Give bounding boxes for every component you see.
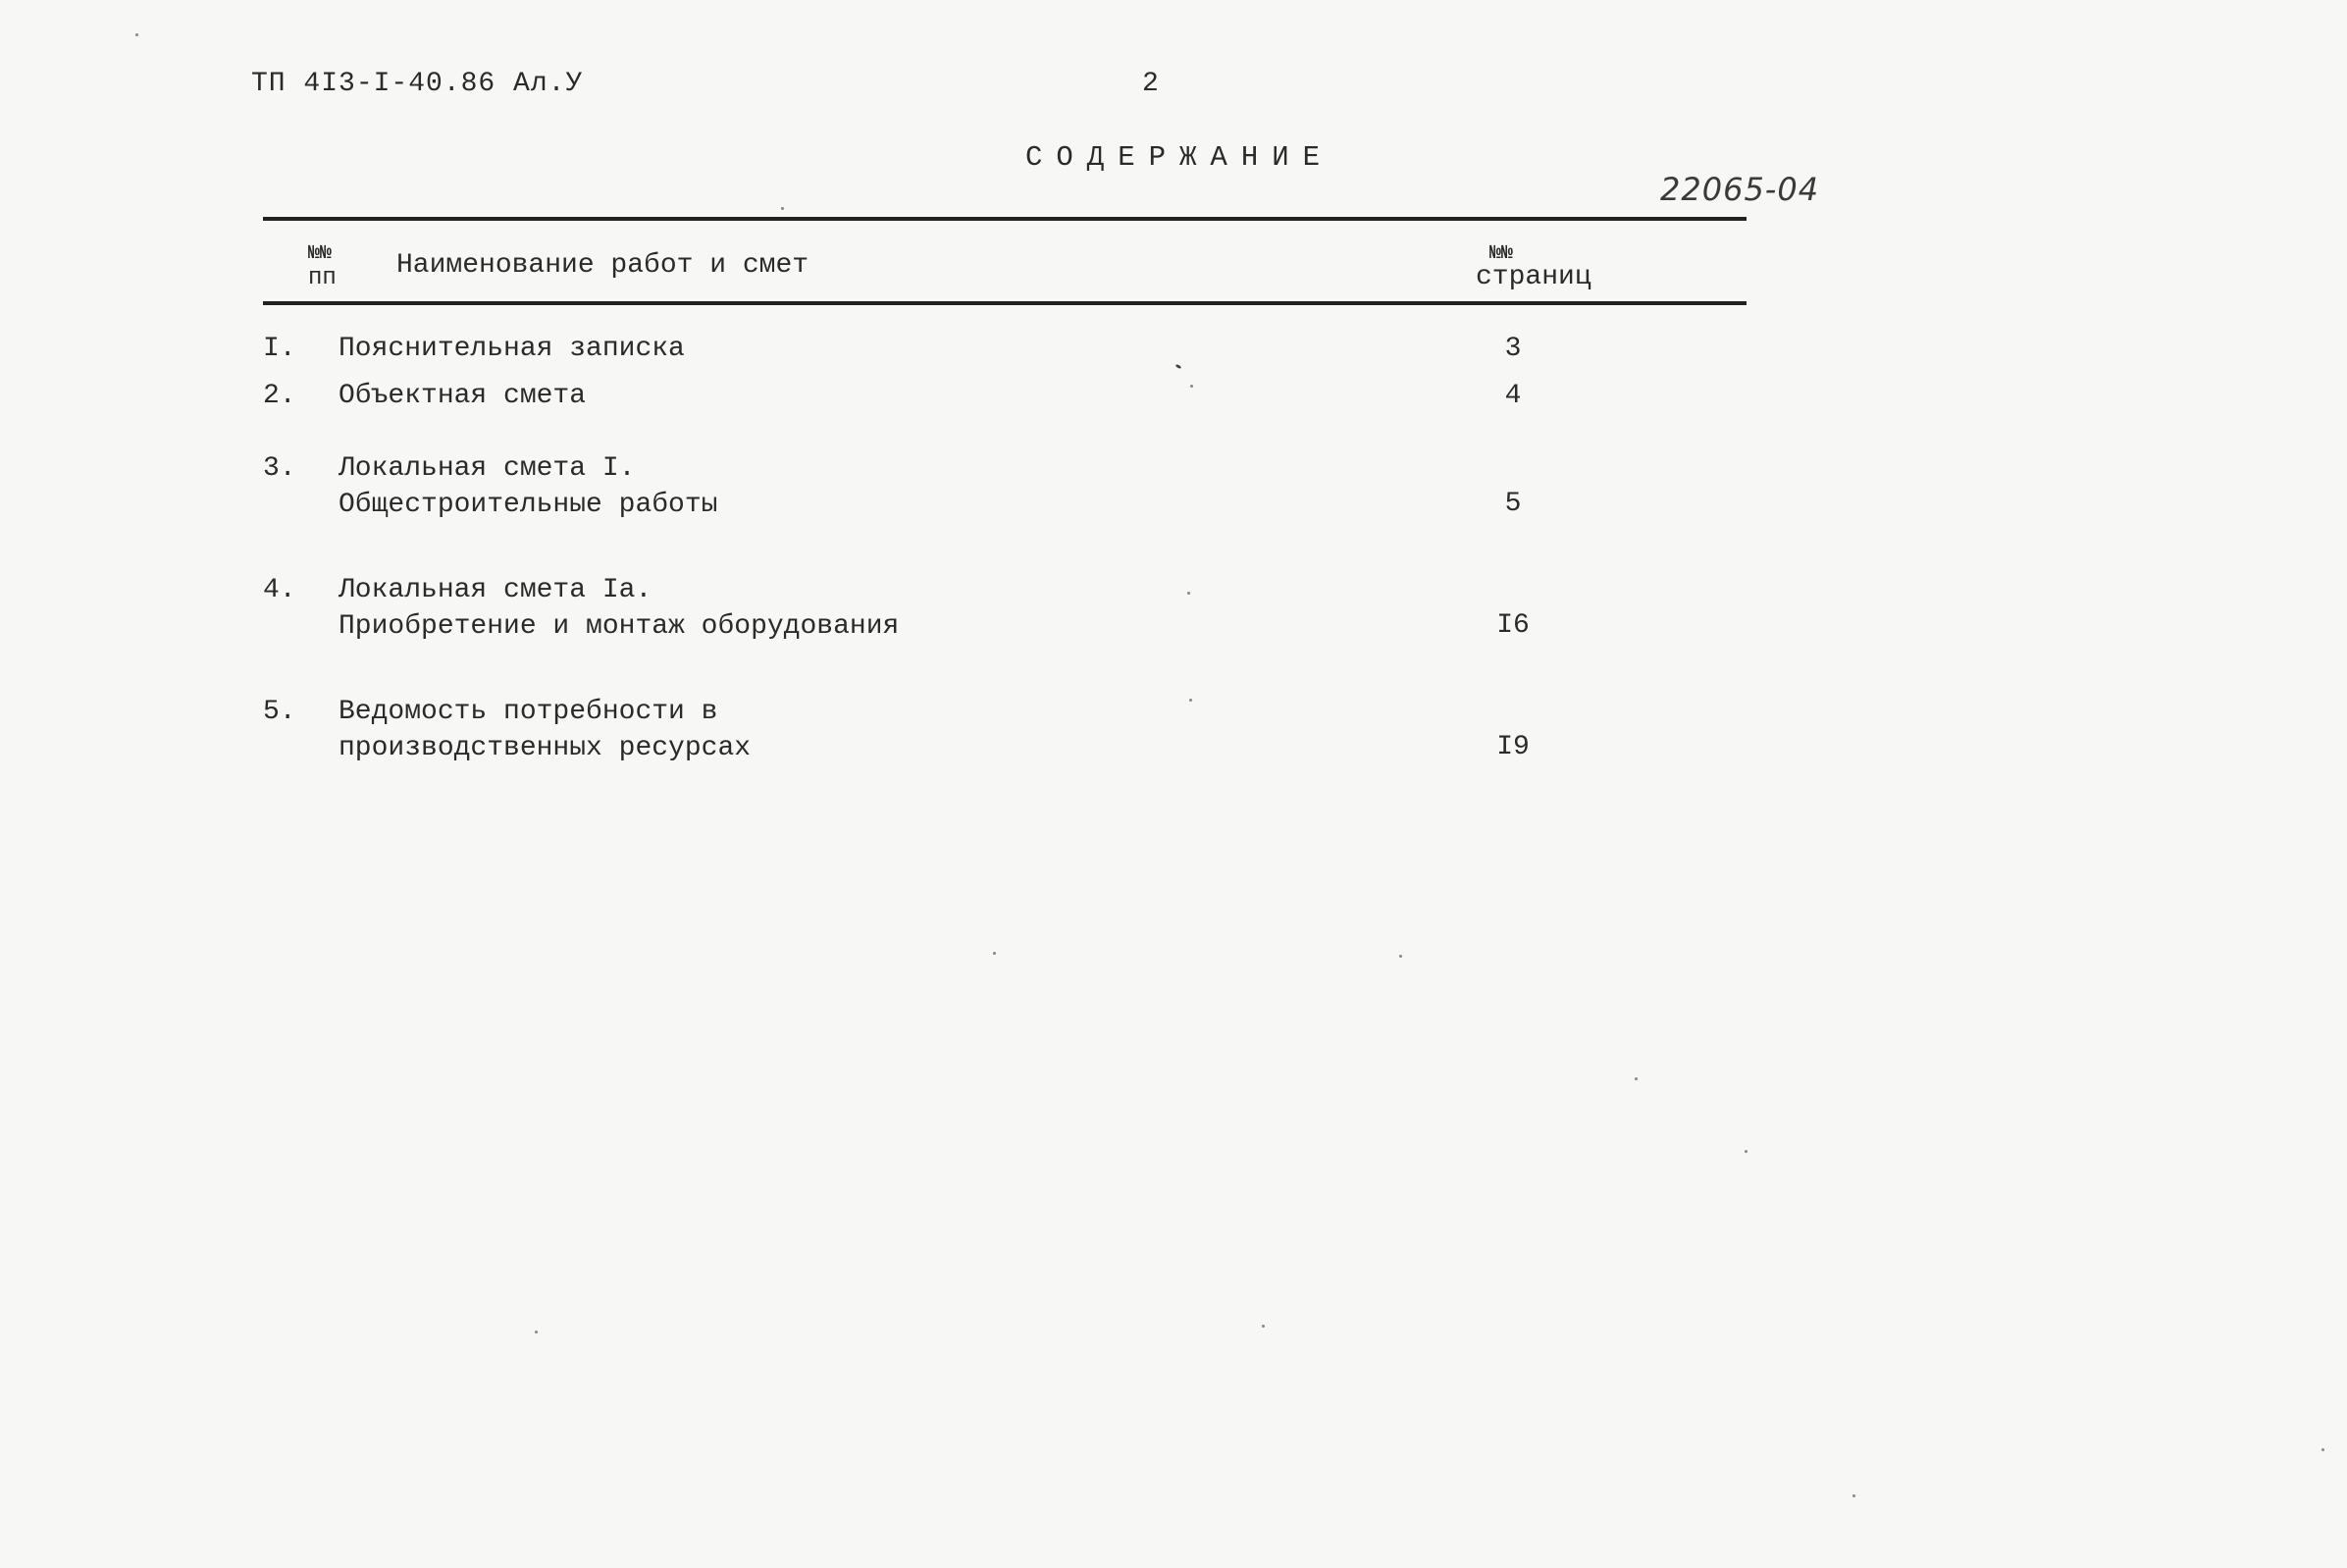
table-row-page: I6 xyxy=(1496,610,1530,641)
scan-speck xyxy=(1262,1325,1265,1328)
scan-speck xyxy=(1852,1494,1855,1497)
table-row-number: 2. xyxy=(263,381,296,411)
table-row-number: 3. xyxy=(263,453,296,484)
table-row-name-continued: производственных ресурсах xyxy=(339,733,752,763)
scan-speck xyxy=(993,952,996,955)
scan-speck xyxy=(535,1331,538,1333)
scan-speck xyxy=(2321,1448,2324,1451)
table-header-rule xyxy=(263,301,1747,305)
scan-speck xyxy=(1187,592,1190,595)
scan-speck xyxy=(1189,699,1192,702)
archive-number: 22065-04 xyxy=(1660,171,1820,208)
table-row-name: Объектная смета xyxy=(339,381,587,411)
column-header-name: Наименование работ и смет xyxy=(396,250,809,281)
table-row-number: 5. xyxy=(263,697,296,727)
column-header-pages-label: страниц xyxy=(1476,262,1591,292)
scan-speck xyxy=(781,207,784,210)
table-row-number: 4. xyxy=(263,575,296,605)
scan-speck xyxy=(1190,385,1193,388)
page-title: СОДЕРЖАНИЕ xyxy=(1025,141,1334,174)
document-code: ТП 4I3-I-40.86 Ал.У xyxy=(251,69,584,99)
scan-speck xyxy=(135,33,138,36)
page-number: 2 xyxy=(1142,69,1159,99)
column-header-number-label: пп xyxy=(308,265,337,291)
table-row-name: Локальная смета I. xyxy=(339,453,636,484)
table-row-page: 4 xyxy=(1504,381,1522,411)
scan-speck xyxy=(1745,1150,1747,1153)
table-row-name-continued: Общестроительные работы xyxy=(339,490,718,520)
table-row-page: 5 xyxy=(1504,489,1522,519)
table-row-name: Ведомость потребности в xyxy=(339,697,718,727)
column-header-number-symbol: №№ xyxy=(308,242,333,265)
column-header-pages-symbol: №№ xyxy=(1489,242,1514,265)
table-row-name: Локальная смета Iа. xyxy=(339,575,652,605)
scan-speck xyxy=(1175,364,1182,370)
table-row-page: I9 xyxy=(1496,732,1530,762)
table-row-page: 3 xyxy=(1504,334,1522,364)
table-row-name: Пояснительная записка xyxy=(339,334,685,364)
table-row-name-continued: Приобретение и монтаж оборудования xyxy=(339,611,900,642)
table-top-rule xyxy=(263,217,1747,221)
scan-speck xyxy=(1399,955,1402,958)
table-row-number: I. xyxy=(263,334,296,364)
scan-speck xyxy=(1635,1077,1638,1080)
